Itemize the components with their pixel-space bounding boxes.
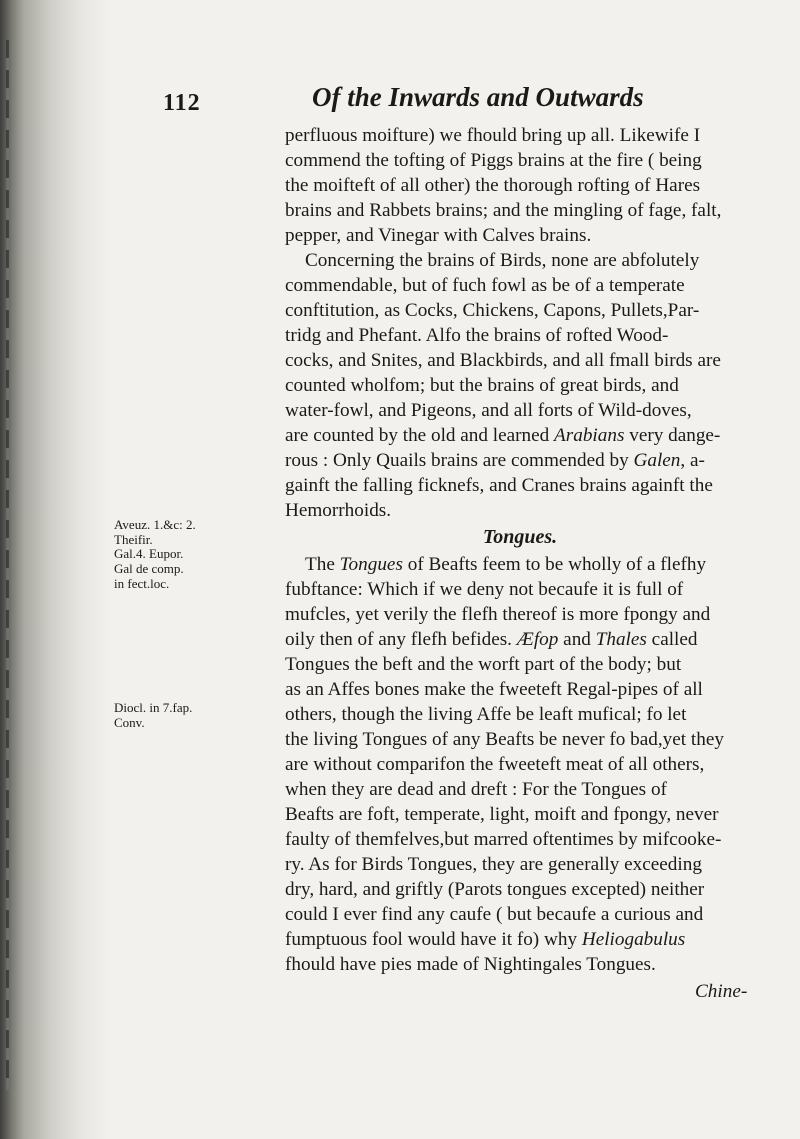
text-line [285, 423, 720, 448]
text-run: of Beafts feem to be wholly of a flefhy [402, 554, 707, 575]
margin-note-line: in fect.loc. [114, 576, 170, 591]
text-line [285, 927, 685, 952]
text-run: fumptuous fool would have it fo) why [285, 929, 582, 950]
margin-note-line: Theifir. [114, 532, 153, 547]
margin-note-line: Gal.4. Eupor. [114, 546, 184, 561]
running-title: Of the Inwards and Outwards [312, 82, 644, 112]
text-line: Concerning the brains of Birds, none are abfolutely [305, 250, 700, 271]
text-line: conftitution, as Cocks, Chickens, Capons, Pullets,Par- [285, 300, 700, 321]
margin-note-line: Gal de comp. [114, 561, 184, 576]
text-line: dry, hard, and griftly (Parots tongues excepted) neither [285, 879, 705, 900]
text-line: are without comparifon the fweeteft meat of all others, [285, 754, 705, 775]
page-number: 112 [163, 90, 201, 116]
text-line: water-fowl, and Pigeons, and all forts of Wild-doves, [285, 400, 692, 421]
text-line: counted wholfom; but the brains of great birds, and [285, 375, 679, 396]
text-run: are counted by the old and learned [285, 425, 555, 446]
text-line: commendable, but of fuch fowl as be of a temperate [285, 275, 685, 296]
text-line: mufcles, yet verily the flefh thereof is more fpongy and [285, 604, 711, 625]
text-run: very dange- [624, 425, 721, 446]
book-binding-shadow [0, 0, 110, 1139]
text-line: as an Affes bones make the fweeteft Regal-pipes of all [285, 679, 703, 700]
italic-term: Galen [633, 450, 681, 471]
italic-term: Arabians [554, 425, 625, 446]
margin-note-line: Diocl. in 7.fap. [114, 700, 193, 715]
text-line [305, 552, 706, 577]
italic-term: Thales [595, 629, 647, 650]
text-line: perfluous moifture) we fhould bring up all. Likewife I [285, 125, 701, 146]
text-line: gainft the falling ficknefs, and Cranes brains againft the [285, 475, 713, 496]
text-run: , a- [680, 450, 705, 471]
text-line [285, 448, 705, 473]
text-line: faulty of themfelves,but marred oftentimes by mifcooke- [285, 829, 722, 850]
italic-term: Æfop [516, 629, 559, 650]
text-line: the living Tongues of any Beafts be never fo bad,yet they [285, 729, 724, 750]
text-line: Tongues the beft and the worft part of the body; but [285, 654, 682, 675]
text-run: and [558, 629, 596, 650]
text-line: tridg and Phefant. Alfo the brains of rofted Wood- [285, 325, 669, 346]
text-run: The [305, 554, 340, 575]
text-line: could I ever find any caufe ( but becaufe a curious and [285, 904, 704, 925]
text-line: brains and Rabbets brains; and the mingling of fage, falt, [285, 200, 722, 221]
text-line: cocks, and Snites, and Blackbirds, and all fmall birds are [285, 350, 721, 371]
text-line: others, though the living Affe be leaft mufical; fo let [285, 704, 687, 725]
italic-term: Heliogabulus [581, 929, 686, 950]
text-line: fubftance: Which if we deny not becaufe it is full of [285, 579, 684, 600]
text-line: when they are dead and dreft : For the Tongues of [285, 779, 667, 800]
section-heading: Tongues. [482, 526, 558, 548]
text-line [285, 627, 697, 652]
text-run: oily then of any flefh befides. [285, 629, 517, 650]
text-run: called [646, 629, 698, 650]
margin-note-line: Conv. [114, 715, 145, 730]
text-line: ry. As for Birds Tongues, they are generally exceeding [285, 854, 702, 875]
text-line: pepper, and Vinegar with Calves brains. [285, 225, 592, 246]
text-run: rous : Only Quails brains are commended by [285, 450, 634, 471]
text-line: Beafts are foft, temperate, light, moift and fpongy, never [285, 804, 719, 825]
text-line: Hemorrhoids. [285, 500, 392, 521]
text-line: fhould have pies made of Nightingales Tongues. [285, 954, 656, 975]
margin-note-line: Aveuz. 1.&c: 2. [114, 517, 196, 532]
catchword: Chine- [695, 981, 748, 1002]
text-line: commend the tofting of Piggs brains at the fire ( being [285, 150, 702, 171]
italic-term: Tongues [339, 554, 403, 575]
text-line: the moifteft of all other) the thorough rofting of Hares [285, 175, 701, 196]
